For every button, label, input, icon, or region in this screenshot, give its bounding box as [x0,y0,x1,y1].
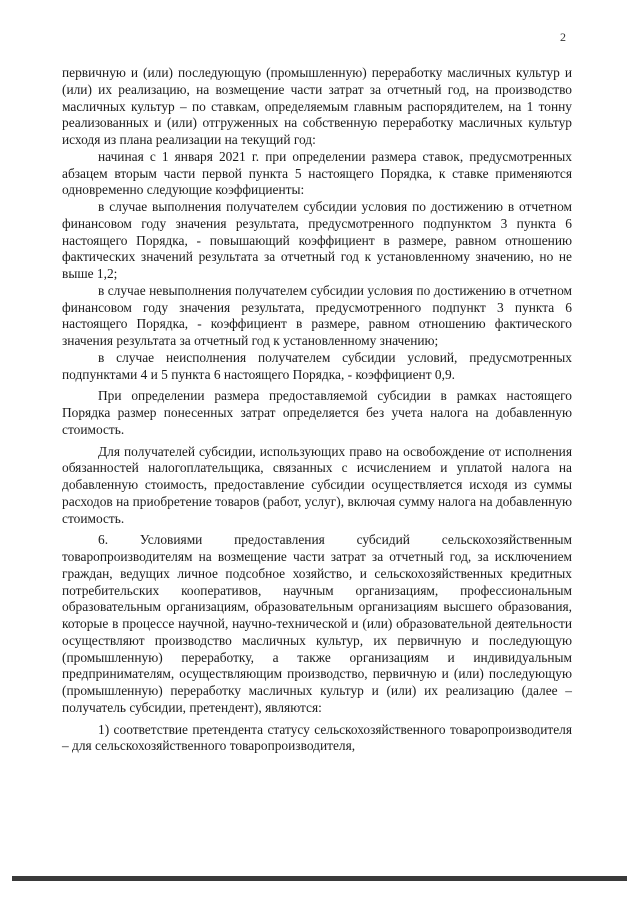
paragraph: первичную и (или) последующую (промышленную) переработку масличных культур и (или) их реализацию, на возмещение части затрат за отчетный год, на производство масличных культур – по ставкам, определяемым главным распорядителем, на 1 тонну реализованных и (или) отгруженных на собственную переработку масличных культур исходя из плана реализации на текущий год: [62,65,572,147]
paragraph: 6. Условиями предоставления субсидий сельскохозяйственным товаропроизводителям на возмещение части затрат за отчетный год, за исключением граждан, ведущих личное подсобное хозяйство, и сельскохозяйственных кредитных потребительских кооперативов, научным организациям, профессиональным образовательным организациям, образовательным организациям высшего образования, которые в процессе научной, научно-технической и (или) образовательной деятельности осуществляют производство масличных культур, их первичную и последующую (промышленную) переработку, а также организациям и индивидуальным предпринимателям, осуществляющим производство, первичную и (или) последующую (промышленную) переработку масличных культур и (или) их реализацию (далее – получатель субсидии, претендент), являются: [62,532,572,715]
page-number: 2 [560,30,566,44]
scan-edge-bar [12,876,627,881]
document-body [62,65,572,755]
paragraph: в случае выполнения получателем субсидии условия по достижению в отчетном финансовом году значения результата, предусмотренного подпунктом 3 пункта 6 настоящего Порядка, - повышающий коэффициент в размере, равном отношению фактических значений результата за отчетный год к установленному значению, но не выше 1,2; [62,199,572,281]
paragraph: 1) соответствие претендента статусу сельскохозяйственного товаропроизводителя – для сельскохозяйственного товаропроизводителя, [62,721,572,754]
paragraph: Для получателей субсидии, использующих право на освобождение от исполнения обязанностей налогоплательщика, связанных с исчислением и уплатой налога на добавленную стоимость, предоставление субсидии осуществляется исходя из суммы расходов на приобретение товаров (работ, услуг), включая сумму налога на добавленную стоимость. [62,443,572,526]
paragraph: При определении размера предоставляемой субсидии в рамках настоящего Порядка размер понесенных затрат определяется без учета налога на добавленную стоимость. [62,388,572,437]
paragraph: начиная с 1 января 2021 г. при определении размера ставок, предусмотренных абзацем вторым части первой пункта 5 настоящего Порядка, к ставке применяются одновременно следующие коэффициенты: [62,148,572,198]
paragraph: в случае неисполнения получателем субсидии условий, предусмотренных подпунктами 4 и 5 пункта 6 настоящего Порядка, - коэффициент 0,9. [62,349,572,382]
paragraph: в случае невыполнения получателем субсидии условия по достижению в отчетном финансовом году значения результата, предусмотренного подпункт 3 пункта 6 настоящего Порядка, - коэффициент в размере, равном отношению фактического значения результата за отчетный год к установленному значению; [62,282,572,348]
